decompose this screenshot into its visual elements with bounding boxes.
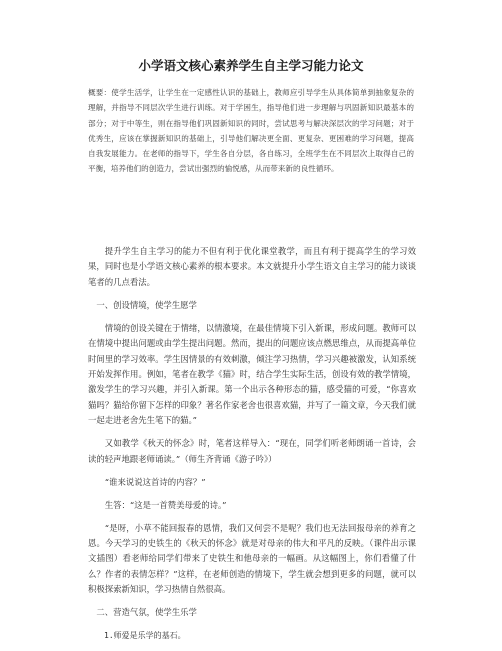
document-body bbox=[88, 244, 416, 651]
body-paragraph: “谁来说说这首诗的内容？” bbox=[104, 476, 206, 487]
body-paragraph: “是呀，小草不能回报春的恩情，我们又何尝不是呢？我们也无法回报母亲的养育之恩。今天学习的史铁生的《秋天的怀念》就是对母亲的伟大和平凡的反映。（课件出示课文插图）看老师给同学们带来了史铁生和他母亲的一幅画。从这幅图上，你们看懂了什么？作者的表情怎样？”这样，在老师创造的情境下，学生就会想到更多的问题，就可以积极探索新知识，学习热情自然很高。 bbox=[88, 522, 416, 595]
document-title: 小学语文核心素养学生自主学习能力论文 bbox=[138, 58, 364, 73]
body-paragraph: 情境的创设关键在于情绪，以情激境，在最佳情境下引入新课，形成问题。教师可以在情境中提出问题或由学生提出问题。然而，提出的问题应该点燃思维点，从而提高单位时间里的学习效率。学生因情景的有效刺激，倾注学习热情，学习兴趣被激发，认知系统开始发挥作用。例如，笔者在教学《猫》时，结合学生实际生活，创设有效的教学情境，激发学生的学习兴趣，并引入新课。第一个出示各种形态的猫，感受猫的可爱，“你喜欢猫吗？猫给你留下怎样的印象？著名作家老舍也很喜欢猫，并写了一篇文章，今天我们就一起走进老舍先生笔下的猫。” bbox=[88, 322, 416, 426]
body-paragraph: 提升学生自主学习的能力不但有利于优化课堂教学，而且有利于提高学生的学习效果，同时也是小学语文核心素养的根本要求。本文就提升小学生语文自主学习的能力谈谈笔者的几点看法。 bbox=[88, 246, 416, 287]
body-paragraph: 又如教学《秋天的怀念》时，笔者这样导入：“现在，同学们听老师朗诵一首诗，会读的轻声地跟老师诵读。”（师生齐背诵《游子吟》） bbox=[88, 438, 416, 464]
numbered-subheading: 1.师爱是乐学的基石。 bbox=[104, 631, 186, 641]
section-heading: 二、营造气氛，使学生乐学 bbox=[96, 607, 197, 618]
section-heading: 一、创设情境，使学生愿学 bbox=[96, 299, 197, 310]
body-paragraph: 生答：“这是一首赞美母爱的诗。” bbox=[104, 499, 227, 510]
abstract-paragraph: 概要：使学生活学，让学生在一定感性认识的基础上，教师应引导学生从具体简单到抽象复杂的理解，并指导不同层次学生进行训练。对于学困生，指导他们进一步理解与巩固新知识最基本的部分；对于中等生，则在指导他们巩固新知识的同时，尝试思考与解决深层次的学习问题；对于优秀生，应该在掌握新知识的基础上，引导他们解决更全面、更复杂、更困难的学习问题，提高自我发展能力。在老师的指导下，学生各自分层，各自练习，全班学生在不同层次上取得自己的平衡，培养他们的创造力，尝试出强烈的愉悦感，从而带来新的良性循环。 bbox=[88, 88, 414, 174]
